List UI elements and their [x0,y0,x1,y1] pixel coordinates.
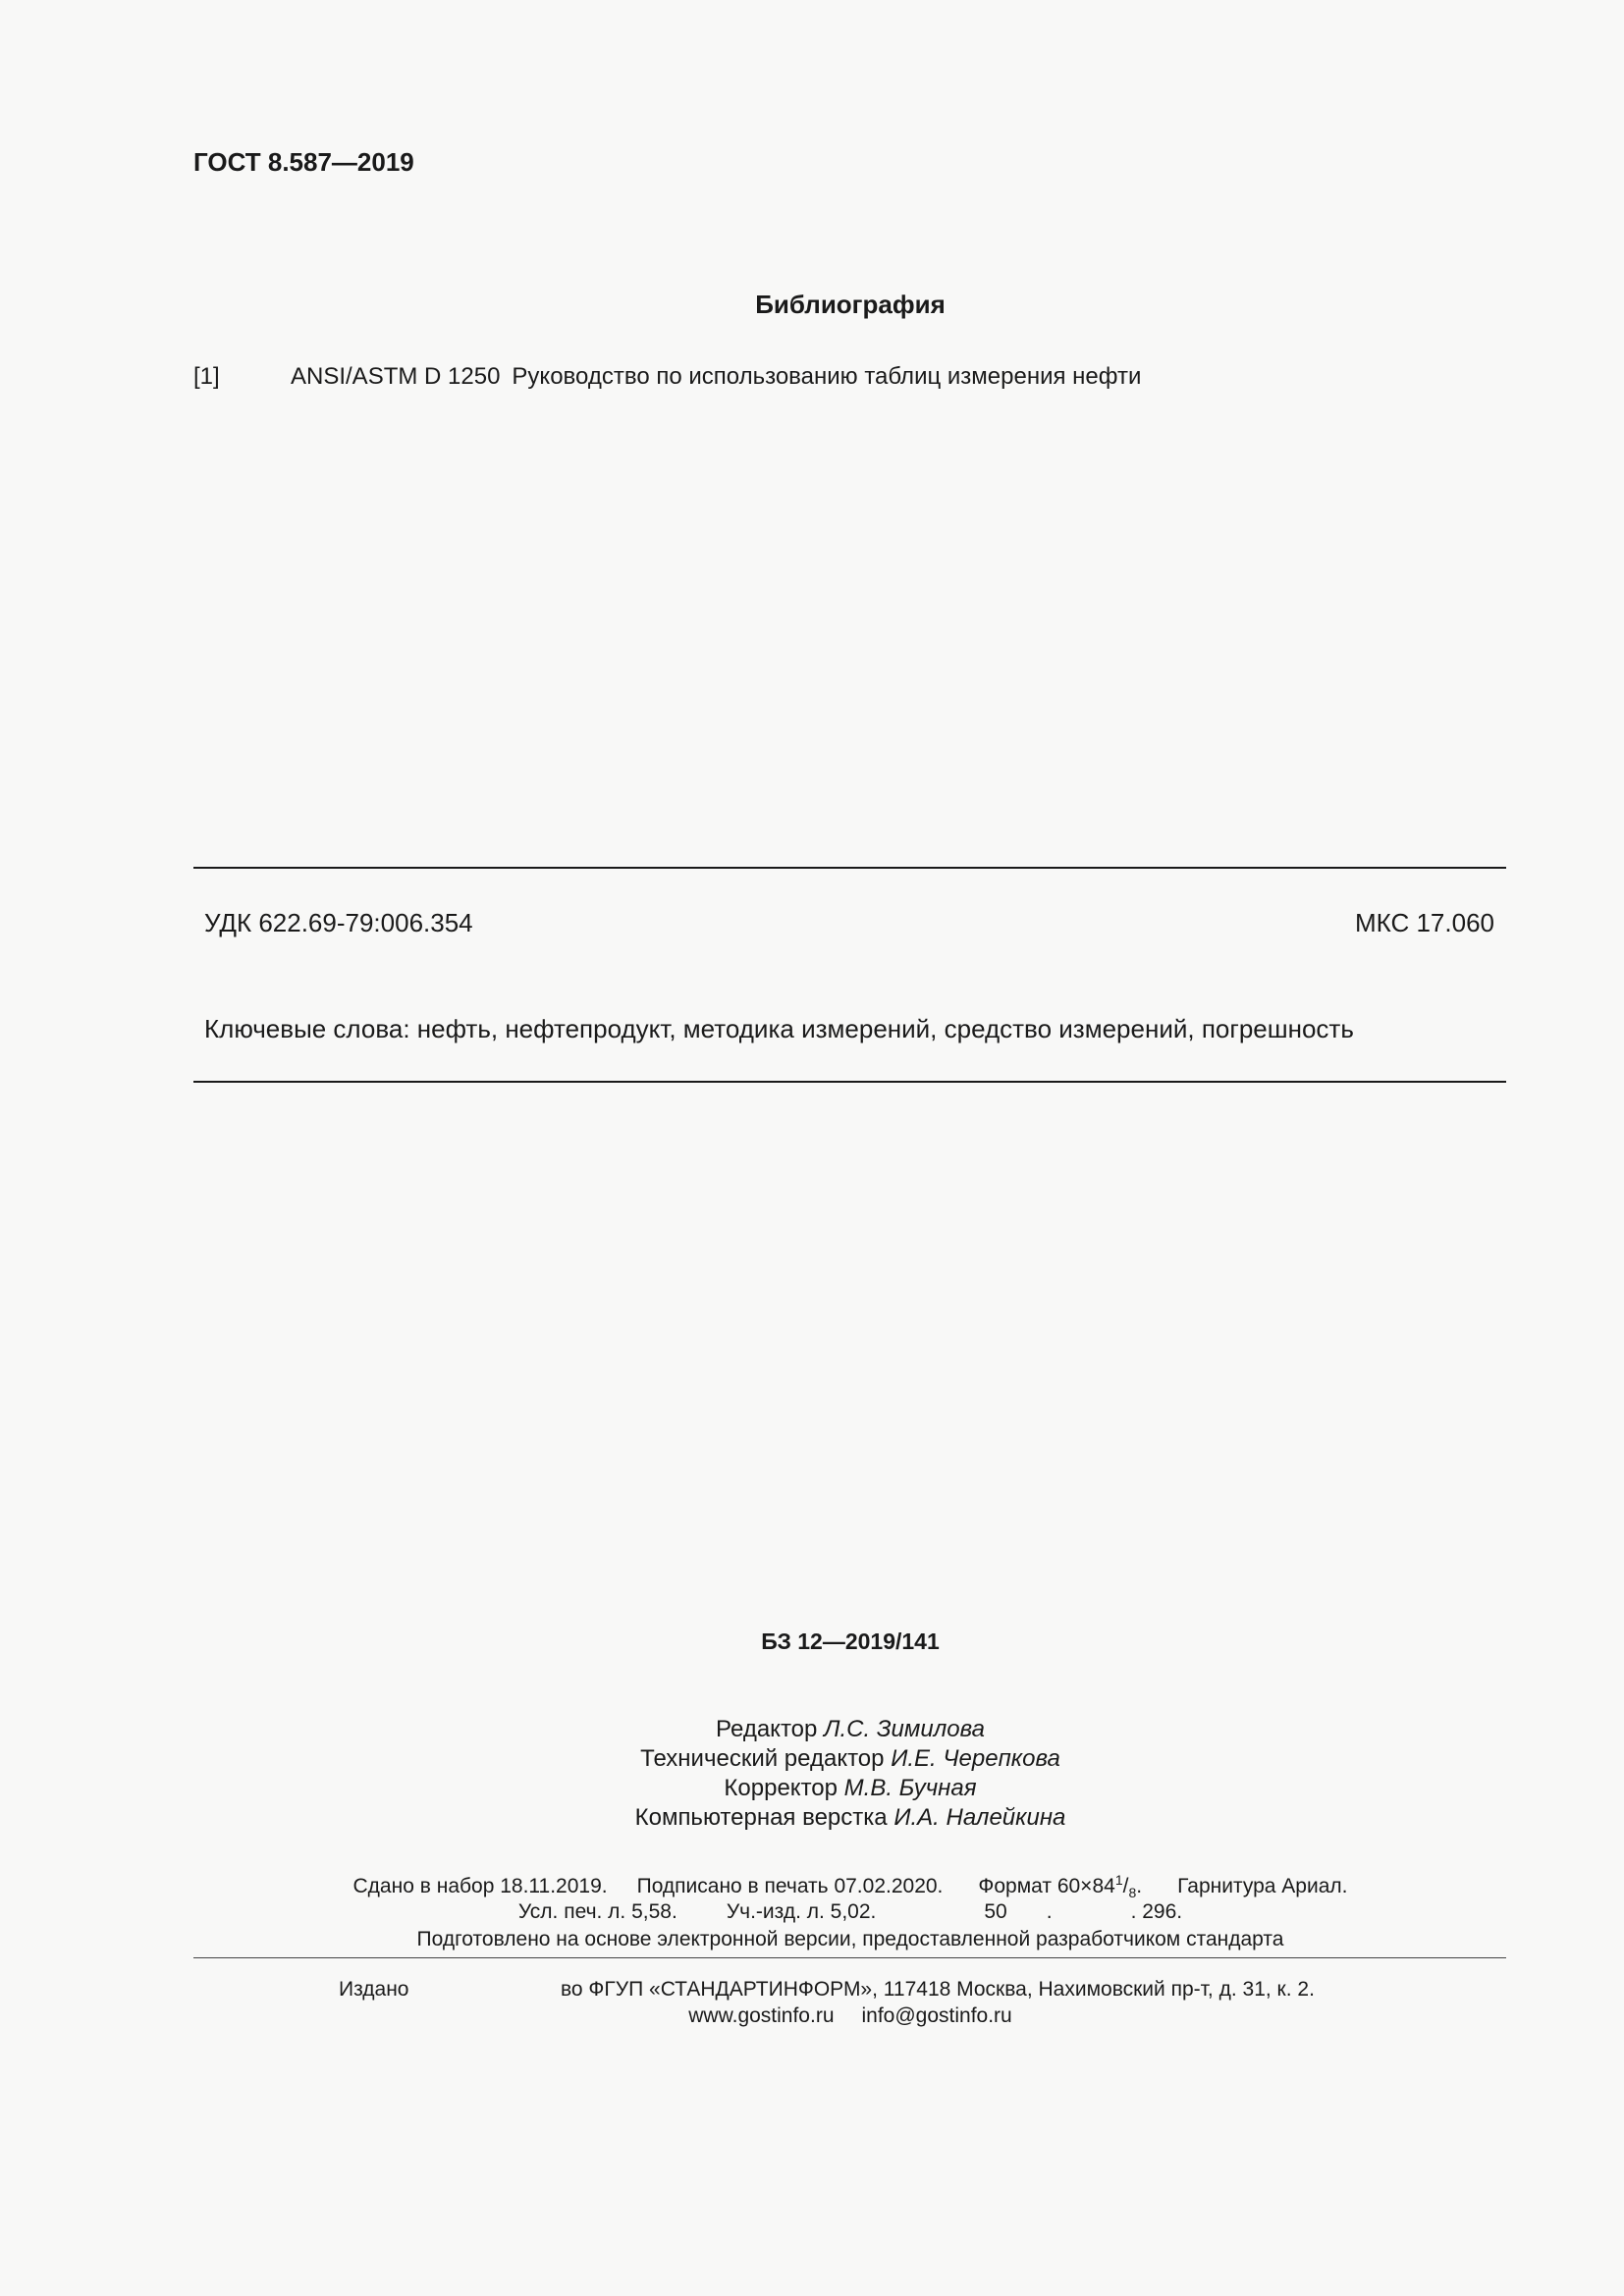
bibliography-item [291,363,1141,391]
document-number: ГОСТ 8.587—2019 [193,147,414,177]
publisher: во ФГУП «СТАНДАРТИНФОРМ», 117418 Москва, Нахимовский пр-т, д. 31, к. 2. [561,1978,1315,2001]
divider-bottom [193,1081,1506,1083]
format: Формат $60\times 84^1/_8$. [978,1872,1143,1901]
divider-imprint [193,1957,1506,1958]
keywords: Ключевые слова: нефть, нефтепродукт, методика измерений, средство измерений, погрешность [204,1014,1354,1043]
bibliography-item-number: [1] [193,363,220,390]
divider-top [193,867,1506,869]
contacts [0,2004,1624,2028]
bibliography-title: Библиография [755,290,946,319]
print-info-line-2: Усл. печ. л. 5,58. Уч.-изд. л. 5,02. 50 . . 296. [517,1900,1183,1923]
credit-proofreader: Корректор М.В. Бучная [724,1775,977,1801]
credit-editor: Редактор Л.С. Зимилова [716,1716,985,1742]
credits-block [0,1715,1624,1833]
bibliography-item-code: ANSI/ASTM D 1250 [291,363,501,390]
publisher-label: Издано [339,1978,409,2001]
udk-code: УДК 622.69-79:006.354 [204,908,473,937]
credit-tech-editor: Технический редактор И.Е. Черепкова [640,1745,1060,1772]
bibliography-item-title: Руководство по использованию таблиц измерения нефти [512,363,1142,390]
credit-layout: Компьютерная верстка И.А. Налейкина [634,1804,1066,1831]
website-link[interactable]: www.gostinfo.ru [688,2004,835,2027]
print-info-line-3: Подготовлено на основе электронной версии, предоставленной разработчиком стандарта [416,1928,1284,1950]
mks-code: МКС 17.060 [1354,908,1494,937]
email-link[interactable]: info@gostinfo.ru [861,2004,1012,2027]
bz-number: БЗ 12—2019/141 [761,1629,940,1654]
print-info-line-1: Сдано в набор 18.11.2019. Подписано в печать 07.02.2020. Формат $60\times 84^1/_8$. Гарнитура Ариал. [352,1872,1348,1901]
